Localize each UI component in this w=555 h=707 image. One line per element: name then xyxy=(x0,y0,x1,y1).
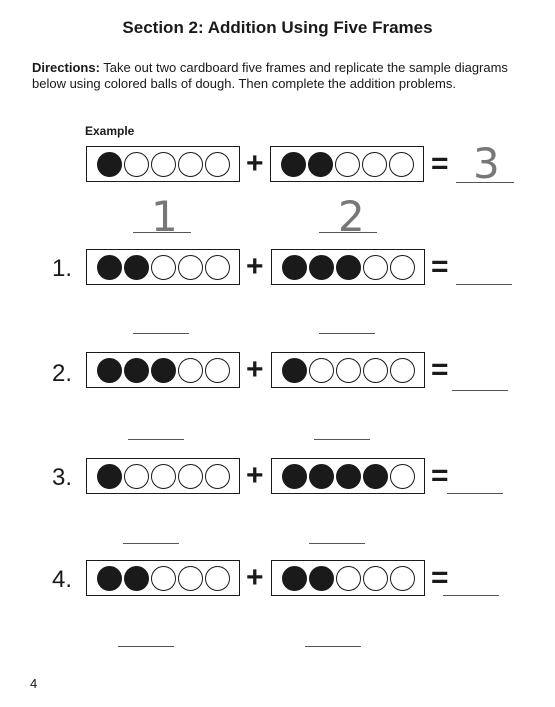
problem-1-right-frame xyxy=(271,249,425,285)
filled-ball xyxy=(363,464,388,489)
equals-sign: = xyxy=(431,561,449,594)
example-answer-line xyxy=(456,182,514,183)
example-left-count: 1 xyxy=(151,192,178,241)
equals-sign: = xyxy=(431,353,449,386)
filled-ball xyxy=(309,255,334,280)
example-answer: 3 xyxy=(473,139,500,188)
left-count-line xyxy=(123,543,179,544)
equals-sign: = xyxy=(431,250,449,283)
empty-ball xyxy=(390,566,415,591)
filled-ball xyxy=(124,255,149,280)
empty-ball xyxy=(309,358,334,383)
plus-sign: + xyxy=(246,147,264,180)
plus-sign: + xyxy=(246,561,264,594)
problem-2-right-frame xyxy=(271,352,425,388)
left-count-line xyxy=(118,646,174,647)
equals-sign: = xyxy=(431,147,449,180)
filled-ball xyxy=(336,255,361,280)
empty-ball xyxy=(178,566,203,591)
empty-ball xyxy=(205,152,230,177)
filled-ball xyxy=(97,358,122,383)
page-title: Section 2: Addition Using Five Frames xyxy=(122,18,433,37)
empty-ball xyxy=(151,566,176,591)
plus-sign: + xyxy=(246,250,264,283)
answer-line xyxy=(443,595,499,596)
problem-2-left-frame xyxy=(86,352,240,388)
empty-ball xyxy=(205,566,230,591)
filled-ball xyxy=(97,152,122,177)
empty-ball xyxy=(336,358,361,383)
empty-ball xyxy=(151,464,176,489)
empty-ball xyxy=(363,566,388,591)
filled-ball xyxy=(97,255,122,280)
example-right-frame xyxy=(270,146,424,182)
empty-ball xyxy=(178,358,203,383)
right-count-line xyxy=(319,333,375,334)
empty-ball xyxy=(390,255,415,280)
problem-number: 3. xyxy=(52,464,73,491)
directions-text: Take out two cardboard five frames and replicate the sample diagrams below using colored balls of dough. Then complete the addition problems. xyxy=(32,60,508,91)
left-count-line xyxy=(128,439,184,440)
empty-ball xyxy=(124,152,149,177)
empty-ball xyxy=(362,152,387,177)
example-left-frame xyxy=(86,146,240,182)
answer-line xyxy=(456,284,512,285)
directions xyxy=(32,60,522,92)
filled-ball xyxy=(309,464,334,489)
filled-ball xyxy=(308,152,333,177)
empty-ball xyxy=(389,152,414,177)
left-count-line xyxy=(133,333,189,334)
right-count-line xyxy=(309,543,365,544)
right-count-line xyxy=(305,646,361,647)
example-label: Example xyxy=(85,124,135,138)
filled-ball xyxy=(282,464,307,489)
empty-ball xyxy=(205,358,230,383)
empty-ball xyxy=(363,255,388,280)
example-right-count: 2 xyxy=(338,192,365,241)
problem-number: 4. xyxy=(52,566,73,593)
empty-ball xyxy=(390,358,415,383)
filled-ball xyxy=(281,152,306,177)
filled-ball xyxy=(282,255,307,280)
filled-ball xyxy=(97,566,122,591)
page-number: 4 xyxy=(30,676,38,691)
answer-line xyxy=(447,493,503,494)
empty-ball xyxy=(335,152,360,177)
empty-ball xyxy=(151,152,176,177)
example-left-count-line xyxy=(133,232,191,233)
filled-ball xyxy=(282,566,307,591)
problem-4-right-frame xyxy=(271,560,425,596)
plus-sign: + xyxy=(246,459,264,492)
filled-ball xyxy=(124,358,149,383)
filled-ball xyxy=(151,358,176,383)
problem-number: 2. xyxy=(52,360,73,387)
filled-ball xyxy=(124,566,149,591)
empty-ball xyxy=(151,255,176,280)
example-right-count-line xyxy=(319,232,377,233)
empty-ball xyxy=(363,358,388,383)
filled-ball xyxy=(309,566,334,591)
answer-line xyxy=(452,390,508,391)
directions-label: Directions: xyxy=(32,60,100,75)
filled-ball xyxy=(282,358,307,383)
problem-1-left-frame xyxy=(86,249,240,285)
filled-ball xyxy=(97,464,122,489)
empty-ball xyxy=(205,255,230,280)
empty-ball xyxy=(336,566,361,591)
problem-number: 1. xyxy=(52,255,73,282)
empty-ball xyxy=(390,464,415,489)
problem-3-right-frame xyxy=(271,458,425,494)
right-count-line xyxy=(314,439,370,440)
problem-4-left-frame xyxy=(86,560,240,596)
empty-ball xyxy=(178,255,203,280)
empty-ball xyxy=(178,464,203,489)
empty-ball xyxy=(124,464,149,489)
equals-sign: = xyxy=(431,459,449,492)
plus-sign: + xyxy=(246,353,264,386)
empty-ball xyxy=(205,464,230,489)
filled-ball xyxy=(336,464,361,489)
problem-3-left-frame xyxy=(86,458,240,494)
empty-ball xyxy=(178,152,203,177)
